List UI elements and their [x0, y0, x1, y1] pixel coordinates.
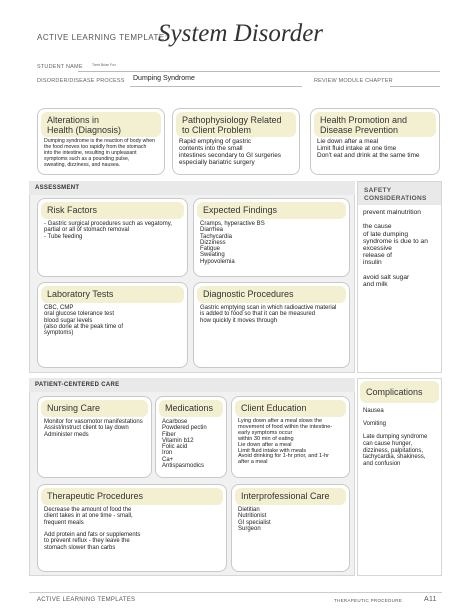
student-name-line	[78, 71, 440, 72]
nursing-care-text[interactable]: Monitor for vasomotor manifestations Assist/instruct client to lay down Administer meds	[44, 419, 143, 438]
risk-factors-card	[37, 198, 188, 277]
health-promotion-text[interactable]: Lie down after a meal Limit fluid intake at one time Don't eat and drink at the same time	[317, 138, 420, 159]
safety-considerations-title: SAFETY CONSIDERATIONS	[358, 182, 441, 205]
client-education-card	[231, 396, 350, 478]
interprofessional-care-title: Interprofessional Care	[235, 488, 346, 505]
pathophysiology-box	[172, 108, 300, 175]
complications-panel	[357, 378, 442, 576]
health-promotion-box	[310, 108, 440, 175]
therapeutic-procedures-title: Therapeutic Procedures	[41, 488, 223, 505]
review-module-line	[390, 86, 440, 87]
patient-care-header: PATIENT-CENTERED CARE	[29, 378, 355, 392]
disorder-value[interactable]: Dumping Syndrome	[133, 75, 195, 82]
student-name-label: STUDENT NAME	[37, 64, 83, 70]
disorder-line	[130, 86, 302, 87]
footer-right-label: THERAPEUTIC PROCEDURE	[334, 598, 403, 603]
assessment-header: ASSESSMENT	[29, 181, 355, 195]
disorder-label: DISORDER/DISEASE PROCESS	[37, 78, 125, 84]
complications-title: Complications	[360, 381, 439, 403]
client-education-text[interactable]: Lying down after a meal slows the movement of food within the intestine- early symptoms occur within 30 min of eating Lie down after a meal Limit fluid intake with meals Avoid drinking for 1-hr prior, and 1-hr after a meal	[238, 418, 333, 466]
alterations-in-health-box	[37, 108, 165, 175]
footer-divider	[29, 592, 442, 593]
nursing-care-card	[37, 396, 152, 478]
review-module-label: REVIEW MODULE CHAPTER	[314, 78, 393, 84]
complications-text[interactable]: Nausea Vomiting Late dumping syndrome can cause hunger, dizziness, palpitations, tachycardia, shakiness, and confusion	[363, 408, 428, 467]
lab-tests-card	[37, 282, 188, 368]
medications-text[interactable]: Acarbose Powdered pectin Fiber Vitamin b12 Folic acid Iron Ca+ Antispasmodics	[162, 419, 207, 470]
nursing-care-title: Nursing Care	[41, 400, 148, 417]
expected-findings-card	[193, 198, 350, 277]
template-label: ACTIVE LEARNING TEMPLATE:	[37, 33, 168, 42]
diagnostic-procedures-title: Diagnostic Procedures	[197, 286, 346, 303]
lab-tests-title: Laboratory Tests	[41, 286, 184, 303]
medications-title: Medications	[159, 400, 223, 417]
risk-factors-title: Risk Factors	[41, 202, 184, 219]
diagnostic-procedures-card	[193, 282, 350, 368]
safety-considerations-panel	[357, 181, 442, 373]
page-title: System Disorder	[158, 20, 324, 47]
client-education-title: Client Education	[235, 400, 346, 417]
alterations-text[interactable]: Dumping syndrome is the reaction of body when the food moves too rapidly from the stomach into the intestine, resulting in unpleasant symptoms such as a pounding pulse, sweating, dizziness, and nausea.	[44, 138, 156, 168]
footer-page-number: A11	[424, 596, 437, 603]
interprofessional-care-card	[231, 484, 350, 572]
expected-findings-title: Expected Findings	[197, 202, 346, 219]
interprofessional-care-text[interactable]: Dietitian Nutritionist GI specialist Surgeon	[238, 507, 271, 532]
therapeutic-procedures-card	[37, 484, 227, 572]
safety-considerations-text[interactable]: prevent malnutrition the cause of late dumping syndrome is due to an excessive release of insulin avoid salt sugar and milk	[363, 209, 428, 289]
pathophysiology-text[interactable]: Rapid emptying of gastric contents into the small intestines secondary to GI surgeries especially bariatric surgery	[179, 138, 281, 166]
lab-tests-text[interactable]: CBC, CMP oral glucose tolerance test blood sugar levels (also done at the peak time of symptoms)	[44, 305, 124, 337]
alterations-title: Alterations in Health (Diagnosis)	[41, 112, 161, 137]
student-name-value: Trent Brian Fox	[92, 63, 116, 67]
footer-left-text: ACTIVE LEARNING TEMPLATES	[37, 597, 136, 603]
medications-card	[155, 396, 227, 478]
diagnostic-procedures-text[interactable]: Gastric emptying scan in which radioactive material is added to food so that it can be measured how quickly it moves through	[200, 305, 337, 324]
pathophysiology-title: Pathophysiology Related to Client Problem	[176, 112, 296, 137]
risk-factors-text[interactable]: - Gastric surgical procedures such as vegatomy, partial or all of stomach removal - Tube feeding	[44, 221, 172, 240]
health-promotion-title: Health Promotion and Disease Prevention	[314, 112, 436, 137]
expected-findings-text[interactable]: Cramps, hyperactive BS Diarrhea Tachycardia Dizziness Fatigue Sweating Hypovolemia	[200, 221, 265, 265]
therapeutic-procedures-text[interactable]: Decrease the amount of food the client takes in at one time - small, frequent meals Add protein and fats or supplements to prevent reflux - they leave the stomach slower than carbs	[44, 507, 141, 551]
